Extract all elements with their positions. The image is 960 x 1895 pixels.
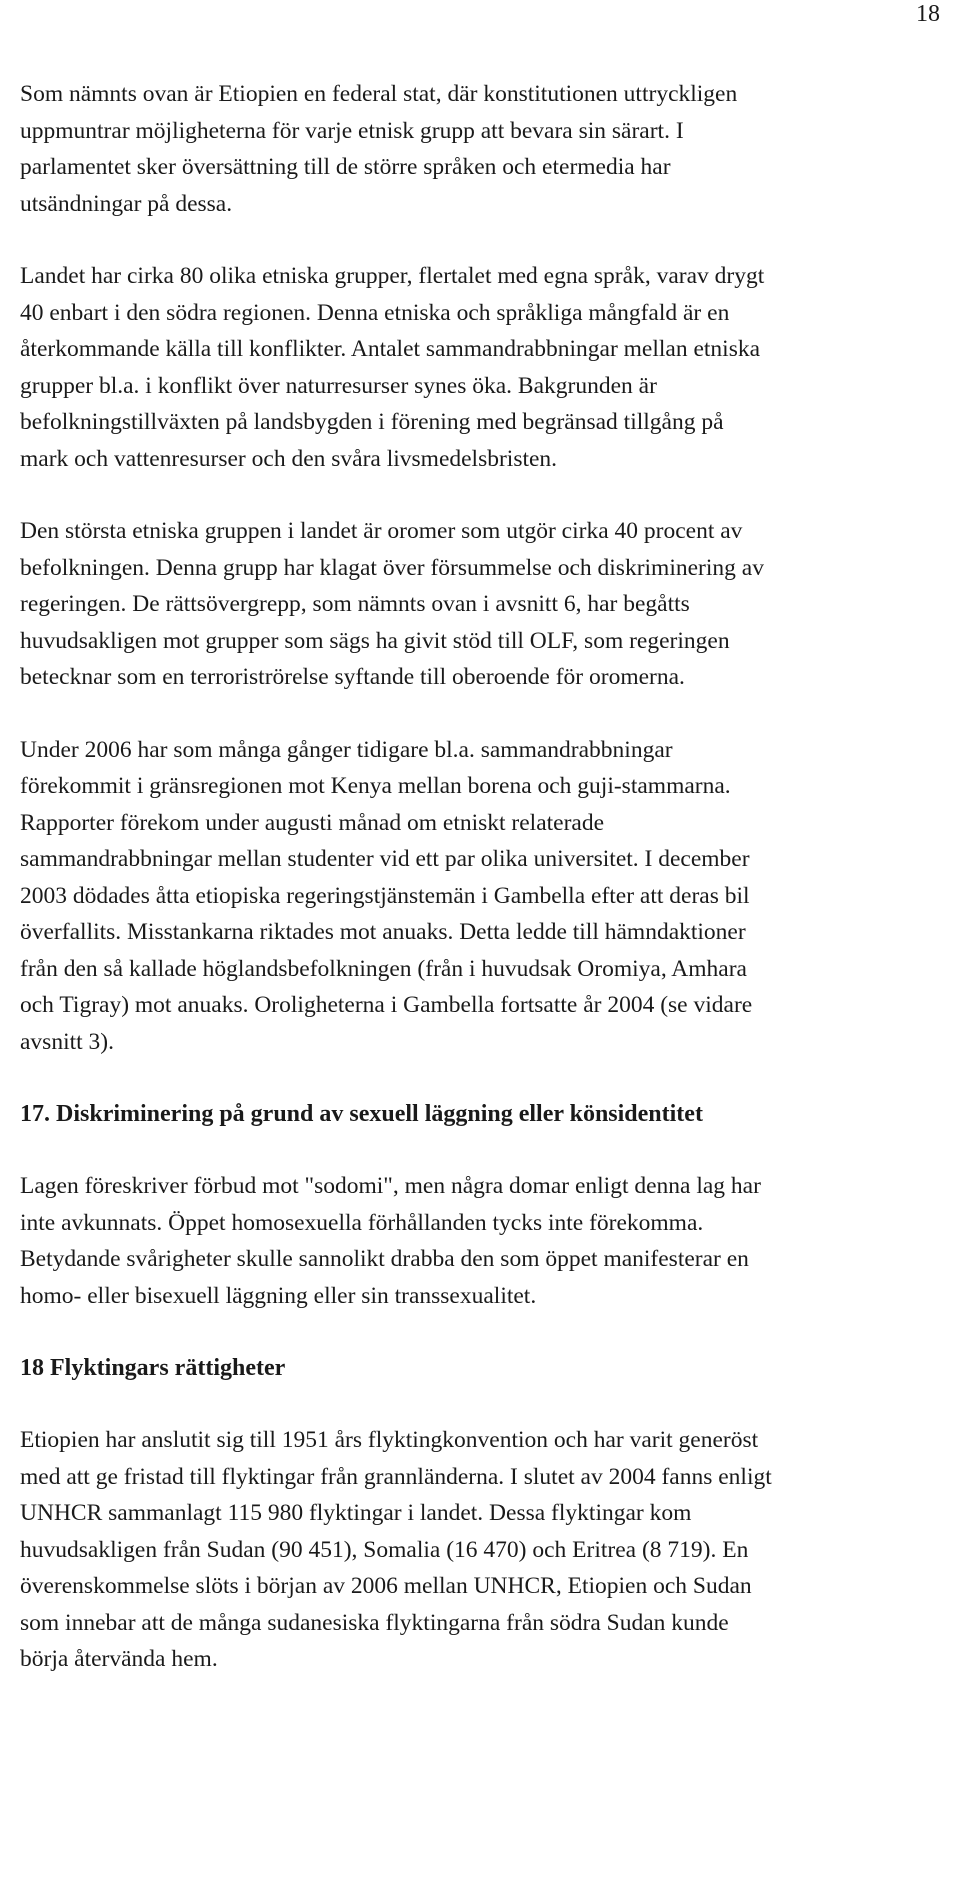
text-line: parlamentet sker översättning till de större språken och etermedia har (20, 154, 671, 180)
text-line: befolkningen. Denna grupp har klagat över försummelse och diskriminering av (20, 554, 764, 581)
text-line: sammandrabbningar mellan studenter vid ett par olika universitet. I december (20, 846, 750, 872)
text-line: mark och vattenresurser och den svåra livsmedelsbristen. (20, 445, 558, 472)
text-line: Lagen föreskriver förbud mot "sodomi", men några domar enligt denna lag har (20, 1173, 761, 1199)
text-line: Etiopien har anslutit sig till 1951 års flyktingkonvention och har varit generöst (20, 1427, 759, 1453)
text-line: homo- eller bisexuell läggning eller sin transsexualitet. (20, 1282, 537, 1309)
text-line: grupper bl.a. i konflikt över naturresurser synes öka. Bakgrunden är (20, 372, 657, 399)
text-line: Betydande svårigheter skulle sannolikt drabba den som öppet manifesterar en (20, 1246, 749, 1272)
section-heading-17: 17. Diskriminering på grund av sexuell läggning eller könsidentitet (20, 1101, 703, 1127)
text-line: överfallits. Misstankarna riktades mot anuaks. Detta ledde till hämndaktioner (20, 919, 746, 945)
text-line: från den så kallade höglandsbefolkningen (från i huvudsak Oromiya, Amhara (20, 955, 747, 982)
text-line: 40 enbart i den södra regionen. Denna etniska och språkliga mångfald är en (20, 299, 730, 326)
paragraph-ethnic-groups (20, 258, 960, 477)
text-line: avsnitt 3). (20, 1028, 114, 1055)
text-line: förekommit i gränsregionen mot Kenya mellan borena och guji-stammarna. (20, 773, 731, 799)
text-line: uppmuntrar möjligheterna för varje etnisk grupp att bevara sin särart. I (20, 117, 684, 144)
paragraph-sodomy-law (20, 1168, 960, 1314)
text-line: och Tigray) mot anuaks. Oroligheterna i Gambella fortsatte år 2004 (se vidare (20, 992, 753, 1018)
text-line: Landet har cirka 80 olika etniska grupper, flertalet med egna språk, varav drygt (20, 263, 765, 289)
text-line: Som nämnts ovan är Etiopien en federal stat, där konstitutionen uttryckligen (20, 81, 738, 107)
text-line: Den största etniska gruppen i landet är oromer som utgör cirka 40 procent av (20, 518, 743, 544)
text-line: huvudsakligen från Sudan (90 451), Somalia (16 470) och Eritrea (8 719). En (20, 1536, 749, 1563)
text-line: regeringen. De rättsövergrepp, som nämnts ovan i avsnitt 6, har begåtts (20, 591, 690, 617)
text-line: utsändningar på dessa. (20, 190, 233, 217)
text-line: återkommande källa till konflikter. Antalet sammandrabbningar mellan etniska (20, 336, 761, 362)
page-number: 18 (916, 1, 940, 27)
text-line: med att ge fristad till flyktingar från grannländerna. I slutet av 2004 fanns enligt (20, 1463, 772, 1490)
paragraph-federal-state (20, 76, 960, 222)
text-line: huvudsakligen mot grupper som sägs ha givit stöd till OLF, som regeringen (20, 627, 730, 654)
text-line: Under 2006 har som många gånger tidigare bl.a. sammandrabbningar (20, 736, 673, 763)
text-line: UNHCR sammanlagt 115 980 flyktingar i landet. Dessa flyktingar kom (20, 1500, 692, 1526)
text-line: som innebar att de många sudanesiska flyktingarna från södra Sudan kunde (20, 1609, 729, 1636)
text-line: Rapporter förekom under augusti månad om etniskt relaterade (20, 809, 605, 836)
text-line: börja återvända hem. (20, 1646, 218, 1672)
document-body (20, 76, 960, 1714)
text-line: överenskommelse slöts i början av 2006 mellan UNHCR, Etiopien och Sudan (20, 1573, 752, 1599)
paragraph-oromo (20, 513, 960, 696)
text-line: befolkningstillväxten på landsbygden i förening med begränsad tillgång på (20, 409, 724, 435)
section-heading-18: 18 Flyktingars rättigheter (20, 1355, 286, 1381)
paragraph-clashes-2006 (20, 732, 960, 1061)
text-line: betecknar som en terroriströrelse syftande till oberoende för oromerna. (20, 664, 685, 690)
text-line: inte avkunnats. Öppet homosexuella förhållanden tycks inte förekomma. (20, 1209, 704, 1236)
text-line: 2003 dödades åtta etiopiska regeringstjänstemän i Gambella efter att deras bil (20, 882, 750, 909)
paragraph-refugees (20, 1422, 960, 1678)
